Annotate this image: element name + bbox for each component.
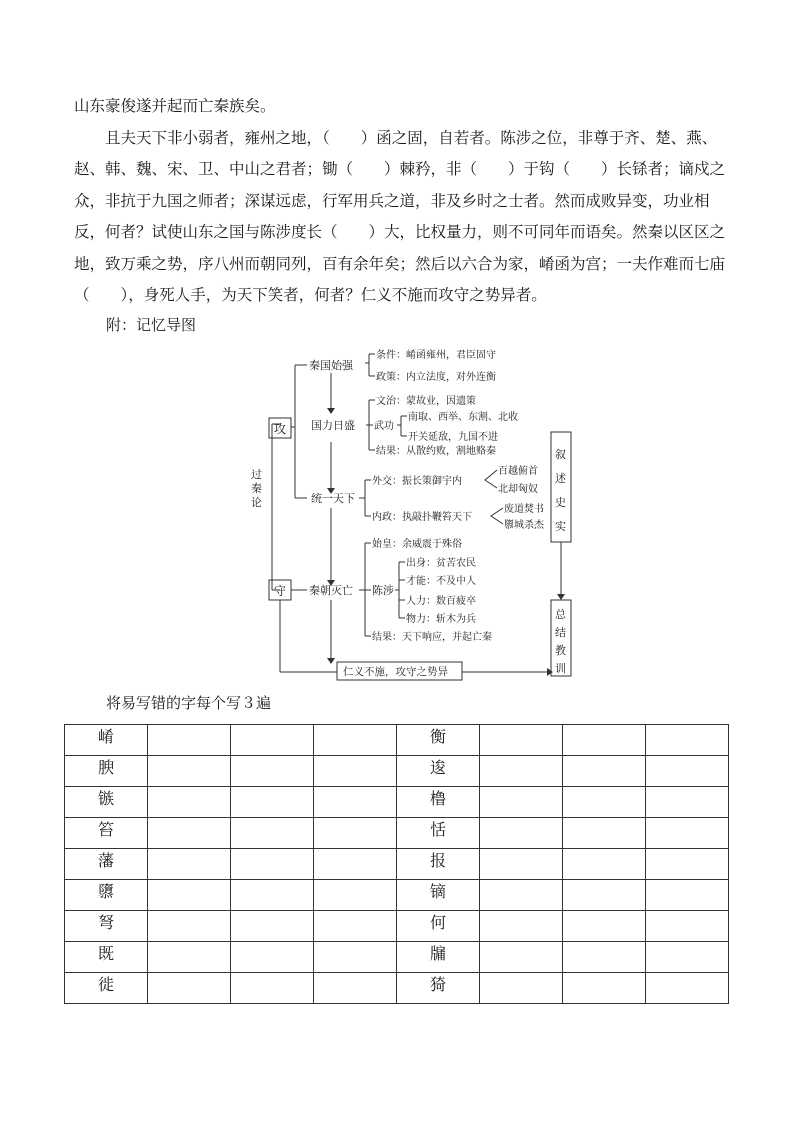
writing-cell[interactable] <box>231 818 314 849</box>
jieguo-1: 结果：从散约败，割地赂秦 <box>376 446 496 457</box>
passage <box>74 91 734 312</box>
writing-cell[interactable] <box>148 973 231 1004</box>
wugong: 武功 <box>374 421 394 432</box>
shihuang: 始皇：余威震于殊俗 <box>372 539 462 550</box>
practice-char: 既 <box>65 942 148 973</box>
root-char-3: 论 <box>251 496 262 509</box>
writing-cell[interactable] <box>563 973 646 1004</box>
writing-cell[interactable] <box>563 880 646 911</box>
practice-char: 镝 <box>397 880 480 911</box>
writing-cell[interactable] <box>314 849 397 880</box>
table-row <box>65 973 729 1004</box>
practice-char: 牖 <box>397 942 480 973</box>
chushen: 出身：贫苦农民 <box>406 558 476 569</box>
writing-cell[interactable] <box>480 725 563 756</box>
writing-cell[interactable] <box>480 756 563 787</box>
zongjie-char-1: 总 <box>555 608 566 621</box>
writing-cell[interactable] <box>646 880 729 911</box>
writing-cell[interactable] <box>314 725 397 756</box>
zongjie-char-4: 训 <box>555 662 566 675</box>
practice-char: 笞 <box>65 818 148 849</box>
writing-cell[interactable] <box>314 818 397 849</box>
writing-cell[interactable] <box>646 942 729 973</box>
writing-cell[interactable] <box>231 973 314 1004</box>
baiyue: 百越俯首 <box>498 466 538 477</box>
practice-char: 报 <box>397 849 480 880</box>
writing-cell[interactable] <box>231 787 314 818</box>
practice-char: 徙 <box>65 973 148 1004</box>
writing-cell[interactable] <box>563 818 646 849</box>
writing-cell[interactable] <box>148 942 231 973</box>
writing-cell[interactable] <box>231 725 314 756</box>
writing-cell[interactable] <box>148 756 231 787</box>
mind-map <box>245 340 590 685</box>
writing-cell[interactable] <box>148 818 231 849</box>
writing-cell[interactable] <box>148 849 231 880</box>
writing-cell[interactable] <box>480 911 563 942</box>
practice-char: 橹 <box>397 787 480 818</box>
gong-label: 攻 <box>274 422 287 436</box>
caineng: 才能：不及中人 <box>406 576 476 587</box>
practice-char: 猗 <box>397 973 480 1004</box>
appendix-label: 附：记忆导图 <box>106 316 197 334</box>
practice-char: 衡 <box>397 725 480 756</box>
writing-cell[interactable] <box>480 880 563 911</box>
practice-char: 逡 <box>397 756 480 787</box>
writing-cell[interactable] <box>148 725 231 756</box>
qin-shi-qiang: 秦国始强 <box>309 359 353 372</box>
writing-cell[interactable] <box>480 818 563 849</box>
writing-cell[interactable] <box>231 849 314 880</box>
table-row <box>65 942 729 973</box>
writing-cell[interactable] <box>563 911 646 942</box>
writing-cell[interactable] <box>480 973 563 1004</box>
xushu-char-2: 述 <box>555 472 566 485</box>
guoli-risheng: 国力日盛 <box>311 419 355 432</box>
jieguo-2: 结果：天下响应，并起亡秦 <box>372 632 492 643</box>
table-row <box>65 725 729 756</box>
writing-cell[interactable] <box>148 911 231 942</box>
practice-char: 弩 <box>65 911 148 942</box>
wenzhi: 文治：蒙故业，因遗策 <box>376 396 476 407</box>
writing-cell[interactable] <box>314 973 397 1004</box>
writing-cell[interactable] <box>646 911 729 942</box>
practice-char: 藩 <box>65 849 148 880</box>
writing-cell[interactable] <box>646 725 729 756</box>
duocheng: 隳城杀杰 <box>504 520 544 531</box>
practice-char: 恬 <box>397 818 480 849</box>
passage-line-1: 山东豪俊遂并起而亡秦族矣。 <box>74 97 276 115</box>
writing-cell[interactable] <box>563 725 646 756</box>
writing-cell[interactable] <box>314 942 397 973</box>
writing-cell[interactable] <box>314 880 397 911</box>
xushu-char-1: 叙 <box>555 448 566 461</box>
table-row <box>65 880 729 911</box>
root-char-1: 过 <box>251 468 262 481</box>
xushu-char-4: 实 <box>555 520 566 533</box>
zongjie-char-3: 教 <box>555 644 566 657</box>
wugong-2: 开关延敌，九国不进 <box>408 432 498 443</box>
tiaojian: 条件：崤函雍州，君臣固守 <box>376 350 496 361</box>
writing-cell[interactable] <box>563 942 646 973</box>
zongjie-char-2: 结 <box>555 626 566 639</box>
writing-cell[interactable] <box>646 787 729 818</box>
table-row <box>65 756 729 787</box>
writing-cell[interactable] <box>314 756 397 787</box>
writing-cell[interactable] <box>314 787 397 818</box>
chenshe: 陈涉 <box>372 584 394 597</box>
qin-miewang: 秦朝灭亡 <box>309 584 353 597</box>
practice-char: 镞 <box>65 787 148 818</box>
practice-char: 何 <box>397 911 480 942</box>
writing-cell[interactable] <box>148 880 231 911</box>
practice-char: 隳 <box>65 880 148 911</box>
conclusion: 仁义不施，攻守之势异 <box>343 666 448 678</box>
table-row <box>65 849 729 880</box>
writing-cell[interactable] <box>563 787 646 818</box>
writing-cell[interactable] <box>480 942 563 973</box>
table-row <box>65 818 729 849</box>
writing-cell[interactable] <box>646 818 729 849</box>
beique: 北却匈奴 <box>498 484 538 495</box>
writing-cell[interactable] <box>646 849 729 880</box>
writing-cell[interactable] <box>480 787 563 818</box>
table-row <box>65 911 729 942</box>
waijiao: 外交：振长策御宇内 <box>372 476 462 487</box>
renli: 人力：数百疲卒 <box>406 596 476 607</box>
writing-cell[interactable] <box>231 880 314 911</box>
writing-cell[interactable] <box>646 756 729 787</box>
practice-table <box>64 724 729 1004</box>
shou-label: 守 <box>274 584 287 598</box>
writing-cell[interactable] <box>314 911 397 942</box>
practice-char: 崤 <box>65 725 148 756</box>
passage-paragraph-2: 且夫天下非小弱者，雍州之地，（ ）函之固，自若者。陈涉之位，非尊于齐、楚、燕、赵、韩、魏、宋、卫、中山之君者；锄（ ）棘矜，非（ ）于钩（ ）长铩者；谪戍之众，非抗于九国之师者；深谋远虑，行军用兵之道，非及乡时之士者。然而成败异变，功业相反，何者？试使山东之国与陈涉度长（ ）大，比权量力，则不可同年而语矣。然秦以区区之地，致万乘之势，序八州而朝同列，百有余年矣；然后以六合为家，崤函为宫；一夫作难而七庙（ ），身死人手，为天下笑者，何者？仁义不施而攻守之势异者。 <box>74 128 726 304</box>
writing-cell[interactable] <box>148 787 231 818</box>
writing-cell[interactable] <box>563 849 646 880</box>
root-char-2: 秦 <box>251 482 262 495</box>
writing-cell[interactable] <box>231 942 314 973</box>
table-row <box>65 787 729 818</box>
xushu-char-3: 史 <box>555 496 566 509</box>
wuli: 物力：斩木为兵 <box>406 614 476 625</box>
practice-char: 腴 <box>65 756 148 787</box>
writing-cell[interactable] <box>563 756 646 787</box>
neizheng: 内政：执敲扑鞭笞天下 <box>372 512 472 523</box>
writing-cell[interactable] <box>480 849 563 880</box>
tongyi-tianxia: 统一天下 <box>311 492 355 505</box>
feidao: 废道焚书 <box>504 504 544 515</box>
practice-instruction: 将易写错的字每个写３遍 <box>106 694 272 712</box>
writing-cell[interactable] <box>231 756 314 787</box>
zhengce: 政策：内立法度，对外连衡 <box>376 372 496 383</box>
wugong-1: 南取、西举、东割、北收 <box>408 412 518 423</box>
writing-cell[interactable] <box>646 973 729 1004</box>
writing-cell[interactable] <box>231 911 314 942</box>
